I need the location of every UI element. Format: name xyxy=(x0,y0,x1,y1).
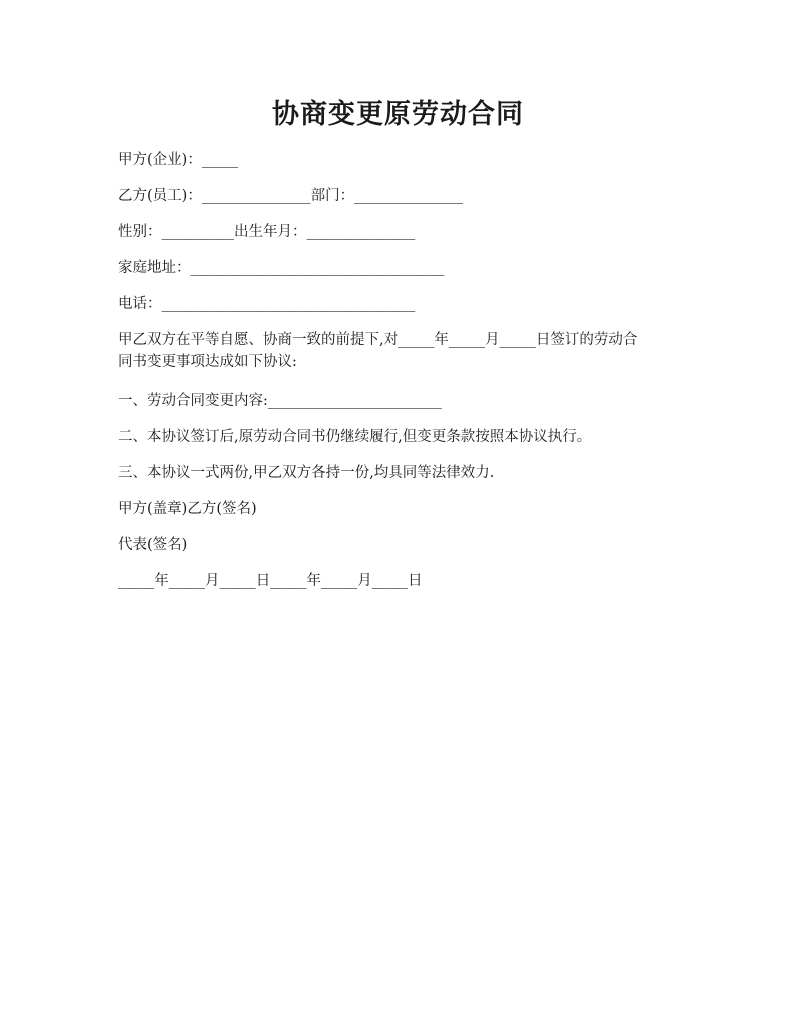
intro-paragraph-line-1: 甲乙双方在平等自愿、协商一致的前提下,对_____年_____月_____日签订的劳动合 xyxy=(118,332,638,348)
clause-1: 一、劳动合同变更内容:________________________ xyxy=(118,393,442,409)
home-address-line: 家庭地址：___________________________________ xyxy=(118,260,445,276)
phone-line: 电话：___________________________________ xyxy=(118,296,416,312)
clause-2: 二、本协议签订后,原劳动合同书仍继续履行,但变更条款按照本协议执行。 xyxy=(118,429,592,445)
document-title: 协商变更原劳动合同 xyxy=(272,99,524,130)
party-a-line: 甲方(企业)：_____ xyxy=(118,152,239,168)
representative-line: 代表(签名) xyxy=(118,537,188,553)
date-line: _____年_____月_____日_____年_____月_____日 xyxy=(118,573,423,589)
clause-3: 三、本协议一式两份,甲乙双方各持一份,均具同等法律效力. xyxy=(118,465,495,481)
intro-paragraph-line-2: 同书变更事项达成如下协议: xyxy=(118,354,297,370)
gender-birth-line: 性别：__________出生年月：_______________ xyxy=(118,224,416,240)
signature-parties-line: 甲方(盖章)乙方(签名) xyxy=(118,501,257,517)
party-b-line: 乙方(员工)：_______________部门：_______________ xyxy=(118,188,463,204)
